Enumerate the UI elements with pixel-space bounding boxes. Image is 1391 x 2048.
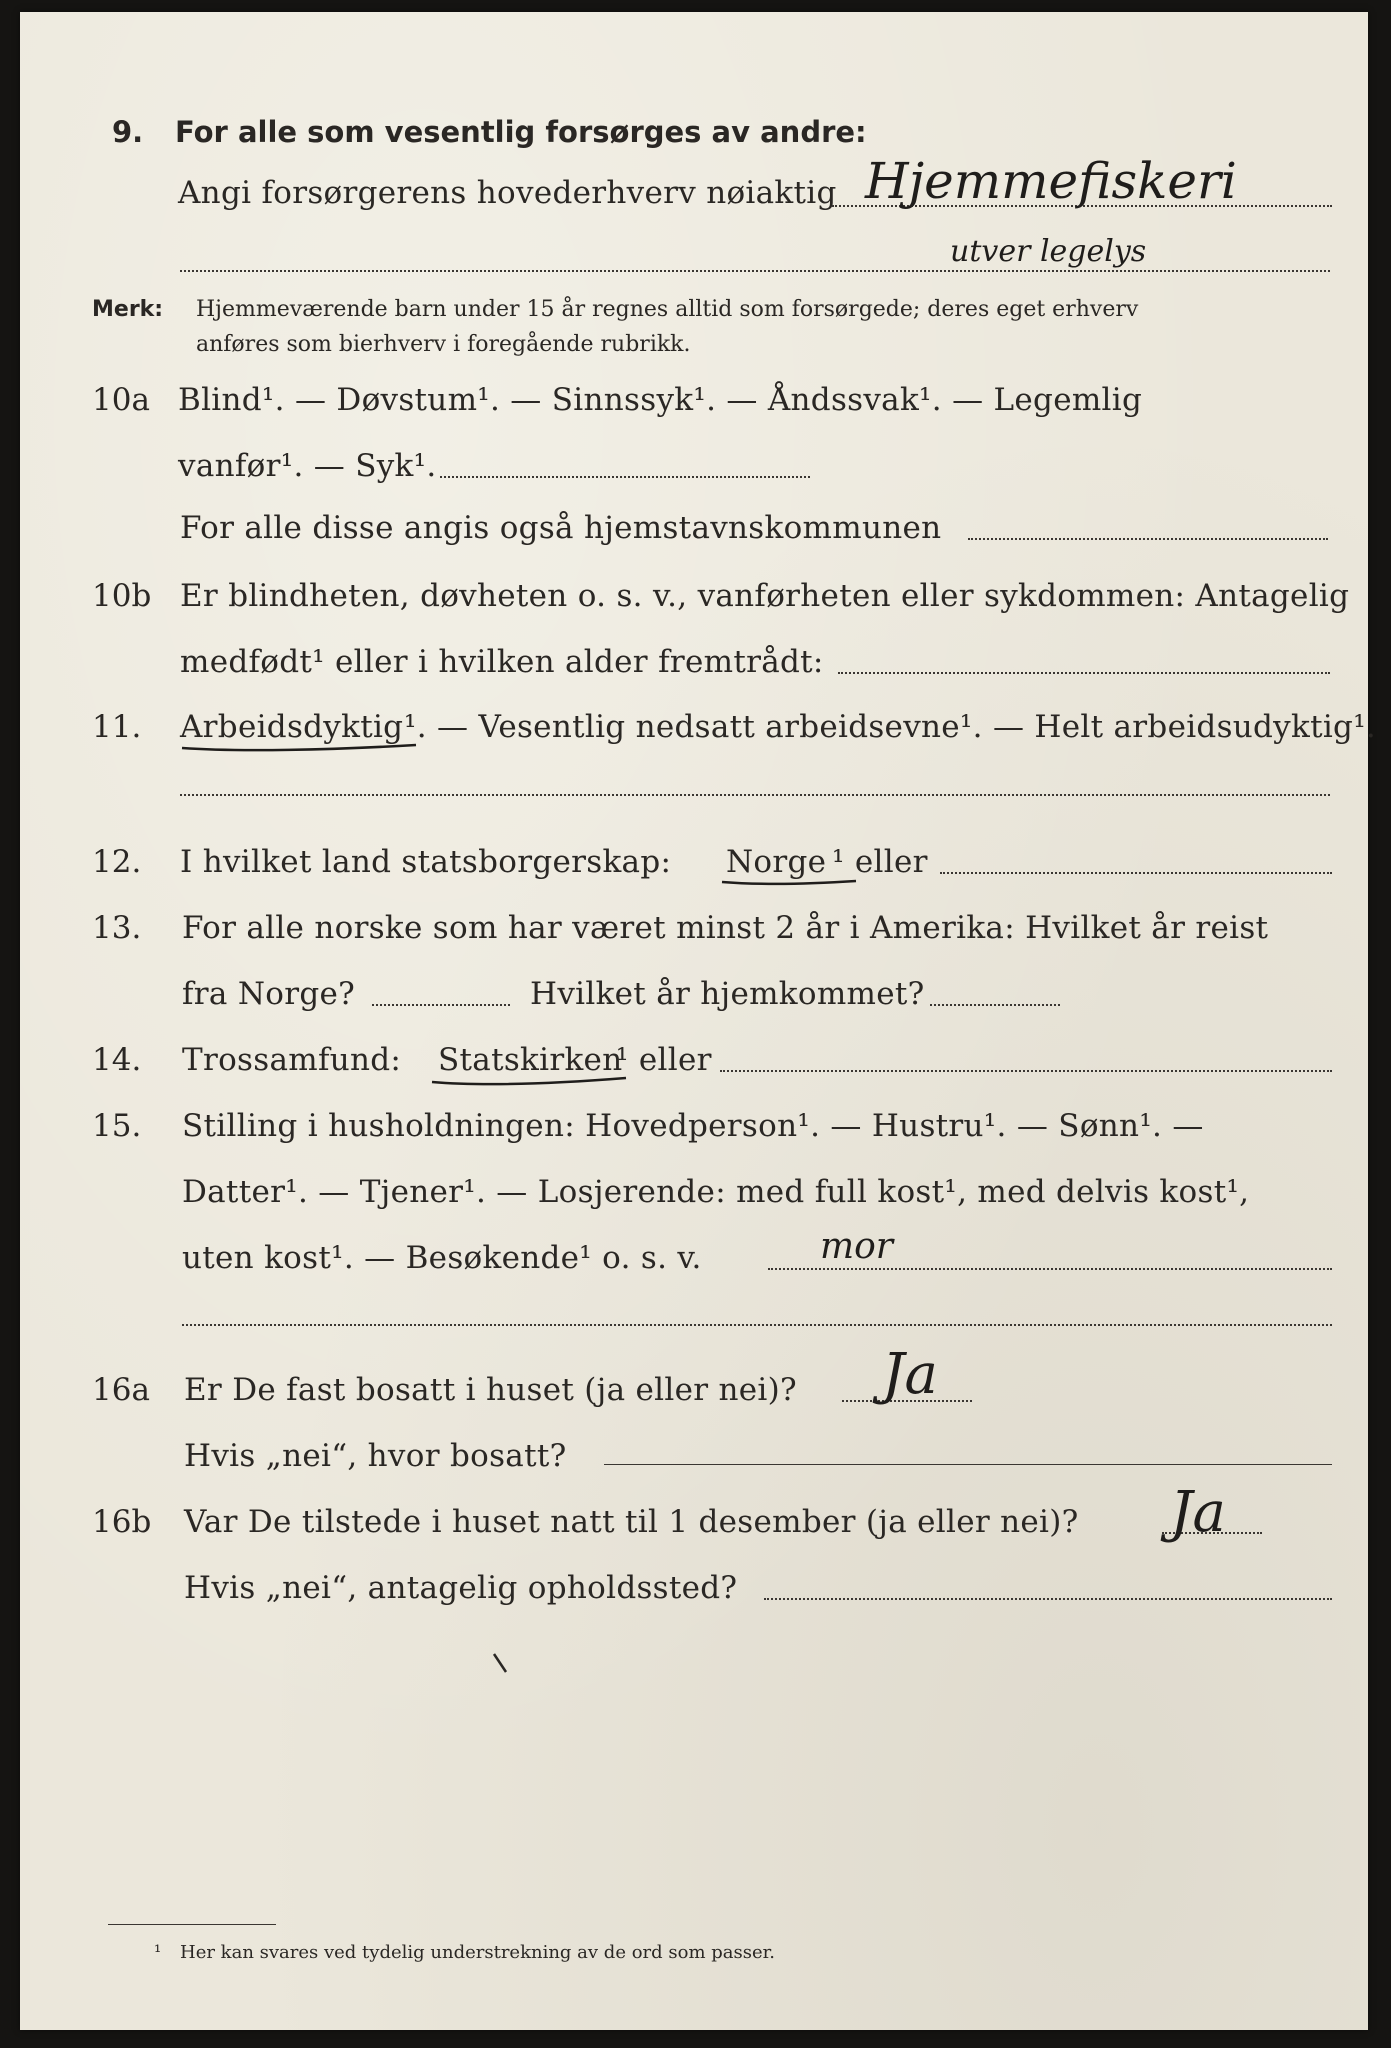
q16b-number: 16b <box>92 1504 152 1540</box>
q10a-line-1: Blind¹. — Døvstum¹. — Sinnssyk¹. — Åndssvak¹. — Legemlig <box>178 382 1143 418</box>
q9-question: Angi forsørgerens hovederhverv nøiaktig <box>178 175 837 211</box>
q16a-answer-handwritten: Ja <box>882 1342 938 1407</box>
q13-hjemkommet-line <box>930 1004 1060 1006</box>
q16b-line-2: Hvis „nei“, antagelig opholdssted? <box>184 1570 738 1606</box>
stray-pen-mark <box>492 1652 512 1676</box>
q15-line-3: uten kost¹. — Besøkende¹ o. s. v. <box>182 1240 702 1276</box>
q12-underline-mark <box>720 876 860 888</box>
q10a-line-3: For alle disse angis også hjemstavnskommunen <box>180 510 942 546</box>
q10a-hjemstavn-line <box>968 538 1328 540</box>
q16b-answer-handwritten: Ja <box>1170 1480 1226 1545</box>
q14-answer-line <box>720 1070 1332 1072</box>
q9-heading: For alle som vesentlig forsørges av andre: <box>175 115 867 149</box>
q15-line-1: Stilling i husholdningen: Hovedperson¹. — Hustru¹. — Sønn¹. — <box>182 1108 1204 1144</box>
q10b-number: 10b <box>92 578 152 614</box>
q10b-answer-line <box>838 672 1330 674</box>
footnote-text: Her kan svares ved tydelig understrekning av de ord som passer. <box>180 1942 775 1963</box>
q11-options-rest: ¹. — Vesentlig nedsatt arbeidsevne¹. — Helt arbeidsudyktig¹. <box>404 709 1377 745</box>
q16a-number: 16a <box>92 1372 150 1408</box>
q15-line-2: Datter¹. — Tjener¹. — Losjerende: med full kost¹, med delvis kost¹, <box>182 1174 1250 1210</box>
footnote-rule <box>108 1924 276 1925</box>
q9-number: 9. <box>112 115 144 149</box>
q15-answer-handwritten: mor <box>820 1226 894 1267</box>
q16a-line-1: Er De fast bosatt i huset (ja eller nei)? <box>184 1372 797 1408</box>
q11-option-arbeidsdyktig: Arbeidsdyktig <box>180 709 404 745</box>
q14-question: Trossamfund: <box>182 1042 402 1078</box>
footnote-mark: ¹ <box>154 1942 162 1963</box>
q16b-opholdssted-line <box>764 1598 1332 1600</box>
q12-number: 12. <box>92 844 142 880</box>
q11-answer-line <box>180 794 1330 796</box>
merk-line-1: Hjemmeværende barn under 15 år regnes alltid som forsørgede; deres eget erhverv <box>196 297 1139 322</box>
q13-line-1: For alle norske som har været minst 2 år i Amerika: Hvilket år reist <box>182 910 1269 946</box>
q10a-number: 10a <box>92 382 150 418</box>
q9-answer-handwritten: Hjemmefiskeri <box>865 152 1237 210</box>
q14-number: 14. <box>92 1042 142 1078</box>
q12-question: I hvilket land statsborgerskap: <box>180 844 672 880</box>
q11-number: 11. <box>92 709 142 745</box>
q14-option-rest: ¹ eller <box>616 1042 712 1078</box>
q12-answer-line <box>940 872 1332 874</box>
merk-line-2: anføres som bierhverv i foregående rubrikk. <box>196 332 691 357</box>
q16b-line-1: Var De tilstede i huset natt til 1 desember (ja eller nei)? <box>184 1504 1079 1540</box>
merk-label: Merk: <box>92 297 164 322</box>
q13-number: 13. <box>92 910 142 946</box>
q13-line-2b: Hvilket år hjemkommet? <box>530 976 925 1012</box>
q10a-line-2: vanfør¹. — Syk¹. <box>178 448 437 484</box>
q12-option-rest: ¹ eller <box>832 844 928 880</box>
q14-option-statskirken: Statskirken <box>438 1042 623 1078</box>
q10a-answer-line <box>440 476 810 478</box>
census-form-page <box>20 12 1377 2030</box>
q13-line-2a: fra Norge? <box>182 976 356 1012</box>
q16a-bosatt-line <box>604 1464 1332 1465</box>
q10b-line-2: medfødt¹ eller i hvilken alder fremtrådt: <box>180 644 824 680</box>
q14-underline-mark <box>430 1074 630 1090</box>
q11-underline-mark <box>180 740 420 754</box>
q16a-line-2: Hvis „nei“, hvor bosatt? <box>184 1438 567 1474</box>
q9-answer-line-2 <box>180 270 1330 272</box>
q15-answer-line <box>768 1268 1332 1270</box>
q10b-line-1: Er blindheten, døvheten o. s. v., vanførheten eller sykdommen: Antagelig <box>180 578 1350 614</box>
q9-answer-handwritten-2: utver legelys <box>950 234 1147 269</box>
q12-option-norge: Norge <box>726 844 827 880</box>
q13-reist-line <box>372 1004 510 1006</box>
q15-number: 15. <box>92 1108 142 1144</box>
q15-answer-line-2 <box>182 1324 1332 1326</box>
